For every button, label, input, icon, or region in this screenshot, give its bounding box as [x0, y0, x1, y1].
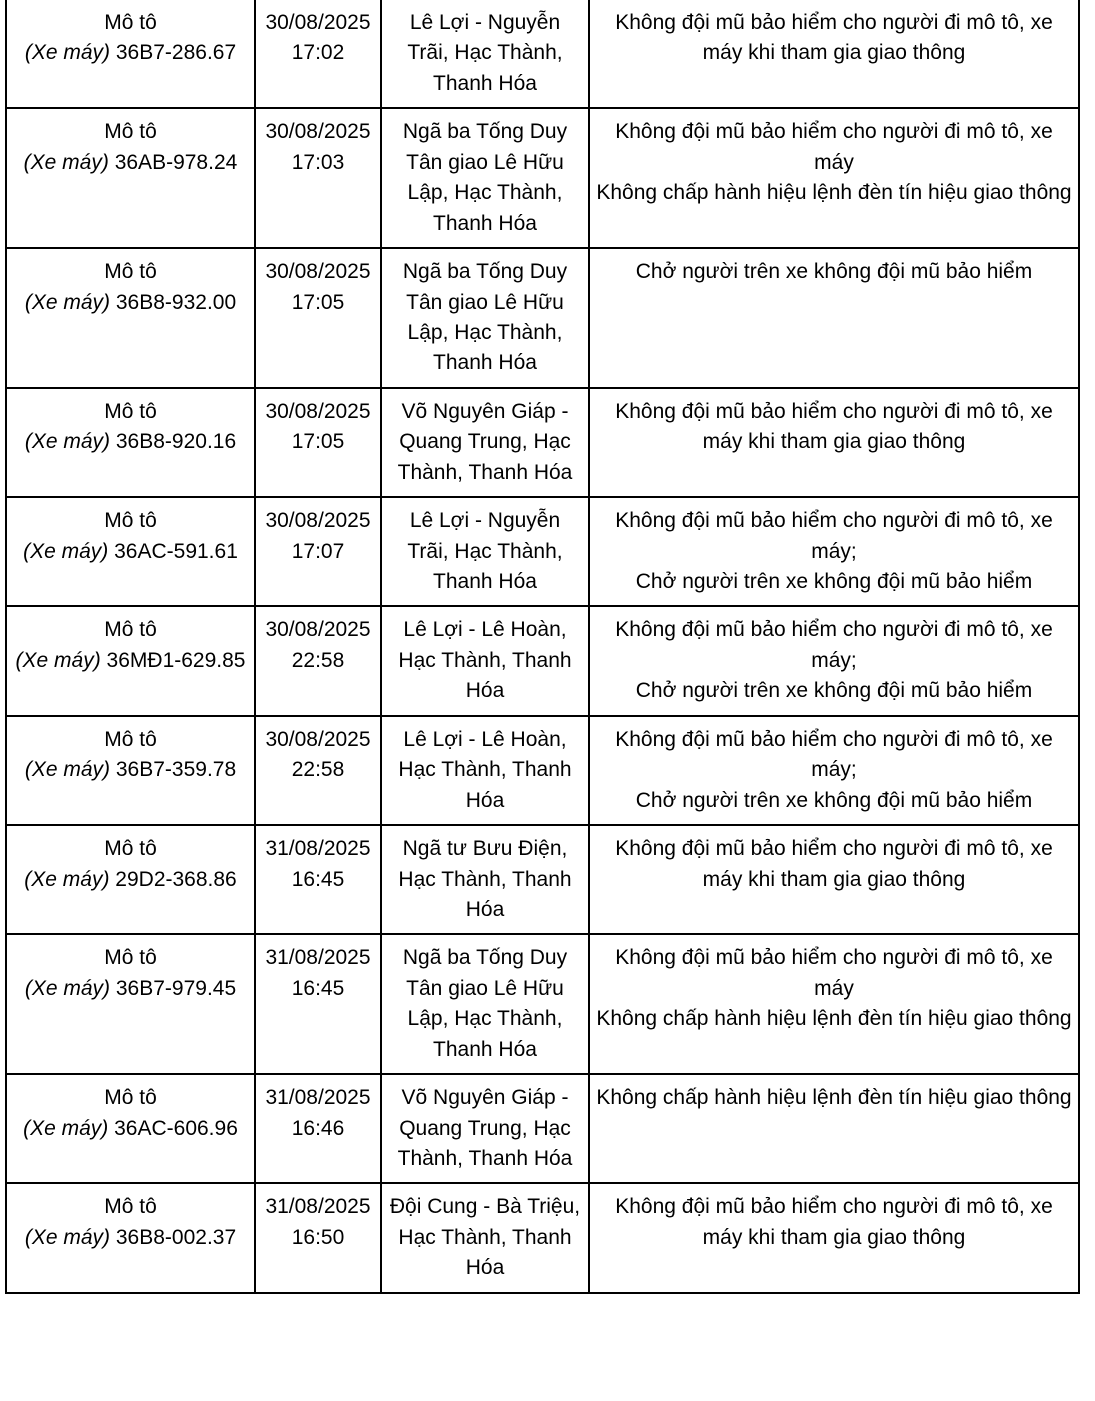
cell-location [381, 108, 589, 248]
violation-location: Lê Lợi - Lê Hoàn, Hạc Thành, Thanh Hóa [398, 618, 572, 703]
cell-vehicle [6, 825, 255, 934]
violation-description: Không chấp hành hiệu lệnh đèn tín hiệu giao thông [596, 1086, 1072, 1110]
violation-date: 30/08/2025 [265, 11, 371, 34]
cell-violation [589, 388, 1079, 497]
violation-time: 16:50 [291, 1225, 345, 1249]
plate-number: 36AC-606.96 [114, 1116, 238, 1140]
license-plate [13, 755, 248, 785]
violation-location: Võ Nguyên Giáp - Quang Trung, Hạc Thành, Thanh Hóa [397, 399, 573, 484]
violation-date: 30/08/2025 [265, 509, 371, 533]
cell-location [381, 825, 589, 934]
cell-datetime [255, 716, 381, 825]
vehicle-type: Mô tô [104, 618, 157, 642]
violation-description: Không đội mũ bảo hiểm cho người đi mô tô, xe máy khi tham gia giao thông [615, 1195, 1053, 1249]
vehicle-type: Mô tô [104, 120, 157, 144]
table-row [6, 388, 1079, 497]
violation-date: 30/08/2025 [265, 260, 371, 284]
violation-time: 22:58 [291, 648, 345, 672]
violation-date: 30/08/2025 [265, 120, 371, 144]
plate-number: 36B7-359.78 [115, 758, 237, 782]
vehicle-type: Mô tô [104, 399, 157, 423]
violation-time: 22:58 [291, 758, 345, 782]
vehicle-type: Mô tô [104, 260, 157, 284]
license-plate [13, 974, 248, 1004]
cell-violation [589, 1183, 1079, 1292]
table-row [6, 606, 1079, 715]
violation-description: Chở người trên xe không đội mũ bảo hiểm [635, 788, 1033, 812]
violation-time: 16:45 [291, 976, 345, 1000]
table-row [6, 248, 1079, 388]
violation-date: 30/08/2025 [265, 399, 371, 423]
license-plate [13, 38, 248, 68]
cell-location [381, 716, 589, 825]
violation-time: 16:45 [291, 867, 345, 891]
cell-datetime [255, 0, 381, 108]
violation-description: Không đội mũ bảo hiểm cho người đi mô tô, xe máy [615, 946, 1053, 1000]
plate-number: 36B8-932.00 [115, 290, 237, 314]
violation-date: 30/08/2025 [265, 618, 371, 642]
cell-vehicle [6, 0, 255, 108]
cell-violation [589, 606, 1079, 715]
violation-description: Không chấp hành hiệu lệnh đèn tín hiệu giao thông [596, 181, 1072, 205]
vehicle-type: Mô tô [104, 11, 157, 34]
table-row [6, 0, 1079, 108]
license-plate [13, 646, 248, 676]
table-row [6, 108, 1079, 248]
violation-location: Ngã ba Tống Duy Tân giao Lê Hữu Lập, Hạc Thành, Thanh Hóa [402, 260, 568, 375]
cell-datetime [255, 1074, 381, 1183]
cell-vehicle [6, 1074, 255, 1183]
violation-description: Không đội mũ bảo hiểm cho người đi mô tô, xe máy [615, 120, 1053, 174]
cell-vehicle [6, 1183, 255, 1292]
violation-location: Ngã ba Tống Duy Tân giao Lê Hữu Lập, Hạc Thành, Thanh Hóa [402, 120, 568, 235]
vehicle-type: Mô tô [104, 837, 157, 861]
cell-vehicle [6, 497, 255, 606]
violation-date: 31/08/2025 [265, 1086, 371, 1110]
violation-description: Chở người trên xe không đội mũ bảo hiểm [635, 570, 1033, 593]
plate-number: 36B8-002.37 [115, 1225, 237, 1249]
violation-date: 31/08/2025 [265, 946, 371, 970]
vehicle-type: Mô tô [104, 727, 157, 751]
plate-number: 29D2-368.86 [115, 867, 237, 891]
cell-location [381, 1183, 589, 1292]
violation-description: Không đội mũ bảo hiểm cho người đi mô tô, xe máy khi tham gia giao thông [615, 399, 1053, 454]
cell-vehicle [6, 248, 255, 388]
violation-location: Lê Lợi - Nguyễn Trãi, Hạc Thành, Thanh Hóa [407, 509, 563, 593]
violation-time: 17:07 [291, 539, 345, 563]
table-row [6, 716, 1079, 825]
vehicle-kind: (Xe máy) [24, 976, 111, 1000]
license-plate [13, 148, 248, 178]
cell-datetime [255, 934, 381, 1074]
plate-number: 36AB-978.24 [114, 150, 238, 174]
cell-vehicle [6, 388, 255, 497]
violation-location: Võ Nguyên Giáp - Quang Trung, Hạc Thành, Thanh Hóa [397, 1086, 573, 1170]
cell-vehicle [6, 716, 255, 825]
cell-vehicle [6, 606, 255, 715]
violation-time: 17:05 [291, 290, 345, 314]
table-row [6, 497, 1079, 606]
violation-time: 17:02 [291, 41, 345, 65]
license-plate [13, 1223, 248, 1253]
cell-datetime [255, 497, 381, 606]
vehicle-type: Mô tô [104, 509, 157, 533]
cell-violation [589, 1074, 1079, 1183]
cell-location [381, 934, 589, 1074]
violation-description: Không chấp hành hiệu lệnh đèn tín hiệu giao thông [596, 1007, 1072, 1031]
violation-location: Ngã tư Bưu Điện, Hạc Thành, Thanh Hóa [398, 837, 572, 921]
violation-date: 30/08/2025 [265, 727, 371, 751]
table-row [6, 1183, 1079, 1292]
cell-location [381, 497, 589, 606]
violation-location: Lê Lợi - Nguyễn Trãi, Hạc Thành, Thanh Hóa [407, 11, 563, 95]
traffic-violations-table [5, 0, 1080, 1294]
violation-description: Không đội mũ bảo hiểm cho người đi mô tô, xe máy; [615, 618, 1053, 672]
cell-location [381, 248, 589, 388]
cell-violation [589, 248, 1079, 388]
cell-location [381, 606, 589, 715]
plate-number: 36AC-591.61 [114, 539, 238, 563]
cell-datetime [255, 825, 381, 934]
cell-vehicle [6, 934, 255, 1074]
violation-date: 31/08/2025 [265, 1195, 371, 1219]
cell-datetime [255, 388, 381, 497]
plate-number: 36B7-286.67 [115, 41, 237, 65]
vehicle-kind: (Xe máy) [24, 430, 111, 454]
license-plate [13, 865, 248, 895]
plate-number: 36B7-979.45 [115, 976, 237, 1000]
vehicle-kind: (Xe máy) [15, 648, 101, 672]
cell-violation [589, 825, 1079, 934]
violation-date: 31/08/2025 [265, 837, 371, 861]
cell-violation [589, 716, 1079, 825]
table-row [6, 934, 1079, 1074]
violation-time: 17:05 [291, 430, 345, 454]
cell-location [381, 388, 589, 497]
vehicle-kind: (Xe máy) [24, 41, 111, 65]
violation-location: Ngã ba Tống Duy Tân giao Lê Hữu Lập, Hạc Thành, Thanh Hóa [402, 946, 568, 1061]
vehicle-kind: (Xe máy) [23, 539, 109, 563]
license-plate [13, 1114, 248, 1144]
violation-time: 16:46 [291, 1116, 345, 1140]
plate-number: 36MĐ1-629.85 [106, 648, 246, 672]
cell-vehicle [6, 108, 255, 248]
license-plate [13, 537, 248, 567]
vehicle-kind: (Xe máy) [24, 1225, 111, 1249]
cell-violation [589, 0, 1079, 108]
violation-description: Không đội mũ bảo hiểm cho người đi mô tô, xe máy khi tham gia giao thông [615, 11, 1053, 65]
license-plate [13, 427, 248, 457]
vehicle-kind: (Xe máy) [24, 867, 110, 891]
license-plate [13, 288, 248, 318]
vehicle-kind: (Xe máy) [23, 150, 109, 174]
vehicle-kind: (Xe máy) [23, 1116, 109, 1140]
cell-violation [589, 108, 1079, 248]
cell-datetime [255, 606, 381, 715]
vehicle-type: Mô tô [104, 1195, 157, 1219]
table-body [6, 0, 1079, 1293]
violation-time: 17:03 [291, 150, 345, 174]
cell-violation [589, 934, 1079, 1074]
cell-location [381, 0, 589, 108]
table-row [6, 1074, 1079, 1183]
vehicle-type: Mô tô [104, 1086, 157, 1110]
table-row [6, 825, 1079, 934]
cell-datetime [255, 1183, 381, 1292]
violation-location: Đội Cung - Bà Triệu, Hạc Thành, Thanh Hóa [389, 1195, 581, 1280]
violation-description: Không đội mũ bảo hiểm cho người đi mô tô, xe máy khi tham gia giao thông [615, 837, 1053, 891]
cell-violation [589, 497, 1079, 606]
violation-location: Lê Lợi - Lê Hoàn, Hạc Thành, Thanh Hóa [398, 727, 572, 812]
vehicle-type: Mô tô [104, 946, 157, 970]
violation-description: Chở người trên xe không đội mũ bảo hiểm [635, 679, 1033, 703]
plate-number: 36B8-920.16 [115, 430, 237, 454]
vehicle-kind: (Xe máy) [24, 758, 111, 782]
cell-location [381, 1074, 589, 1183]
violation-description: Không đội mũ bảo hiểm cho người đi mô tô, xe máy; [615, 509, 1053, 563]
violation-description: Chở người trên xe không đội mũ bảo hiểm [635, 260, 1033, 284]
cell-datetime [255, 248, 381, 388]
cell-datetime [255, 108, 381, 248]
vehicle-kind: (Xe máy) [24, 290, 111, 314]
violation-description: Không đội mũ bảo hiểm cho người đi mô tô, xe máy; [615, 727, 1053, 782]
